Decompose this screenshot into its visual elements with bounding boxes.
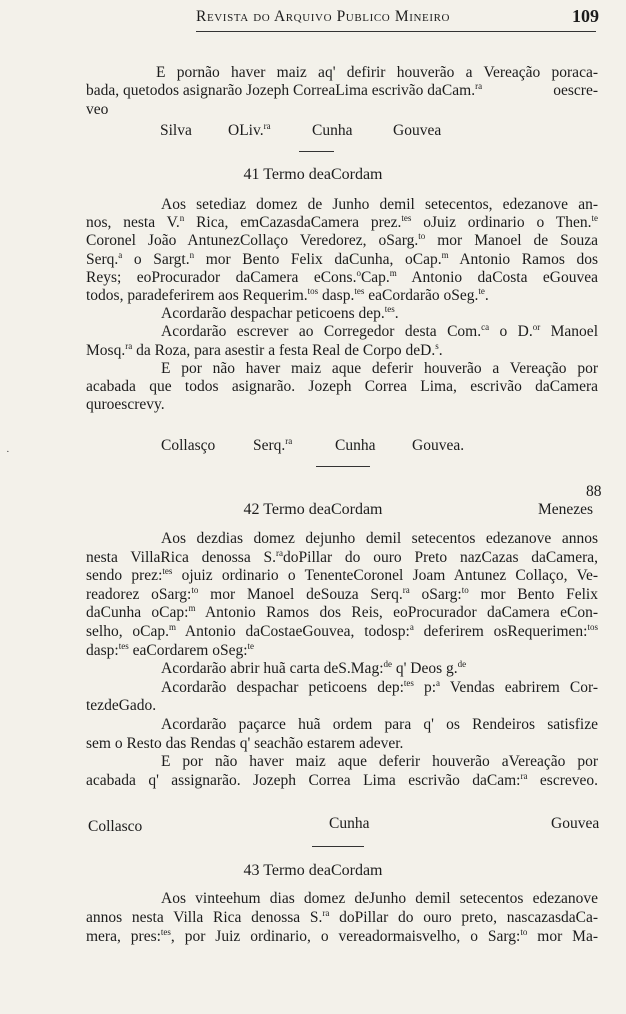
- header-rule: [196, 31, 596, 32]
- text-segment: quroescrevy.: [86, 396, 165, 414]
- superscript: o: [356, 268, 361, 278]
- text-segment: E por não haver maiz aque deferir houverão aVereação por: [161, 753, 598, 771]
- text-segment: Serq.: [86, 250, 119, 268]
- text-segment: Acordarão paçarce huã ordem para q' os Rendeiros satisfize: [161, 716, 598, 733]
- text-segment: Vendas eabrirem Cor-: [440, 678, 598, 696]
- text-segment: acabada q' assignarão. Jozeph Correa Lima escrivão daCam:: [86, 771, 521, 789]
- term-41-heading: 41 Termo deaCordam: [243, 166, 383, 183]
- signature-gouvea-41: Gouvea.: [412, 437, 465, 454]
- text-line: [86, 396, 165, 413]
- text-line: [86, 909, 598, 928]
- superscript: n: [179, 214, 185, 224]
- text-segment: , por Juiz ordinario, o vereadormaisvelho, o Sarg:: [170, 927, 521, 945]
- text-segment: doPillar do ouro Preto nazCazas daCamera,: [283, 548, 598, 566]
- text-segment: Antonio Ramos dos Reis, eoProcurador daCamera eCon-: [195, 604, 598, 622]
- signature-cunha: Cunha: [312, 122, 353, 139]
- superscript: tes: [354, 286, 365, 296]
- block1-line-3: veo: [86, 101, 109, 118]
- superscript: n: [189, 250, 195, 260]
- text-segment: todos, paradeferirem aos Requerim.: [86, 287, 308, 304]
- text-line: [86, 214, 598, 232]
- text-line: [86, 269, 598, 287]
- text-line: [86, 928, 598, 947]
- text-segment: dasp.: [318, 287, 355, 304]
- text-line: [86, 567, 598, 586]
- text-line: [86, 623, 598, 642]
- text-line: [86, 549, 598, 568]
- superscript: de: [457, 659, 467, 670]
- signature-serq: Serq.$^{ra}$: [253, 436, 293, 454]
- text-line: [161, 679, 598, 698]
- superscript: ra: [276, 548, 284, 558]
- page-header: [0, 6, 626, 30]
- superscript: a: [436, 678, 441, 688]
- text-segment: ojuiz ordinario o TenenteCoronel Joam Antunez Collaço, Ve-: [172, 567, 598, 585]
- signature-oliv: OLiv.$^{ra}$: [228, 121, 271, 139]
- text-segment: readorez oSarg:: [86, 585, 192, 603]
- text-segment: tezdeGado.: [86, 697, 157, 715]
- superscript: m: [441, 250, 449, 260]
- text-segment: Acordarão despachar peticoens dep:: [161, 678, 404, 696]
- text-segment: Acordarão abrir huã carta deS.Mag:: [161, 660, 384, 678]
- text-line: [86, 287, 489, 304]
- text-line: [161, 196, 598, 214]
- text-segment: mor Bento Felix: [468, 585, 598, 603]
- text-segment: daCunha oCap:: [86, 604, 189, 622]
- term-42-heading: 42 Termo deaCordam: [243, 501, 383, 518]
- superscript: m: [389, 268, 397, 278]
- text-segment: sem o Resto das Rendas q' seachão estarem adever.: [86, 734, 404, 752]
- text-line: [161, 360, 598, 378]
- superscript: tes: [160, 927, 171, 937]
- text-segment: deferirem osRequerimen:: [413, 623, 588, 640]
- signature-gouvea-42: Gouvea: [551, 815, 600, 832]
- text-segment: Aos vinteehum dias domez deJunho demil setecentos edezanove: [161, 890, 598, 907]
- text-segment: mor Manoel de Souza: [425, 232, 598, 250]
- signature-collasco: Collasço: [161, 437, 216, 454]
- superscript: tes: [384, 304, 395, 315]
- block1-line-1: E pornão haver maiz aq' defirir houverão a Vereação poraca-: [156, 64, 598, 81]
- text-segment: oJuiz ordinario o Then.: [411, 214, 592, 232]
- margin-speck: ·: [6, 446, 10, 458]
- text-segment: eaCordarem oSeg:: [128, 641, 248, 659]
- superscript: tes: [162, 567, 173, 577]
- superscript: ra: [520, 771, 528, 781]
- text-segment: nesta VillaRica denossa S.: [86, 548, 277, 566]
- text-segment: Antonio Ramos dos: [448, 250, 598, 268]
- text-segment: acabada que todos asignarão. Jozeph Correa Lima, escrivão daCamera: [86, 378, 598, 395]
- text-segment: Coronel João AntunezCollaço Veredorez, oSarg.: [86, 232, 419, 250]
- text-segment: Aos setediaz domez de Junho demil setecentos, edezanove an-: [161, 196, 598, 213]
- margin-number: 88: [586, 483, 602, 500]
- text-segment: eaCordarão oSeg.: [364, 287, 479, 304]
- superscript: tos: [587, 623, 598, 632]
- block1-line-2: bada, quetodos asignarão Jozeph CorreaLima escrivão daCam.$^{ra}$ oescre-: [86, 81, 598, 99]
- superscript: a: [118, 250, 123, 260]
- text-line: [86, 697, 156, 714]
- superscript: m: [188, 604, 196, 614]
- superscript: to: [520, 927, 528, 937]
- superscript: to: [461, 585, 469, 595]
- text-segment: annos nesta Villa Rica denossa S.: [86, 908, 323, 926]
- text-segment: Cap.: [360, 268, 390, 286]
- text-line: [161, 660, 466, 677]
- text-line: [86, 251, 598, 269]
- margin-name: Menezes: [538, 501, 594, 518]
- superscript: te: [478, 286, 485, 296]
- text-line: [161, 716, 598, 735]
- superscript: s: [435, 340, 439, 351]
- superscript: to: [191, 585, 199, 595]
- text-segment: E por não haver maiz aque deferir houverão a Vereação por: [161, 359, 598, 377]
- superscript: tes: [118, 640, 129, 651]
- text-line: [86, 586, 598, 605]
- text-line: [161, 753, 598, 772]
- text-segment: Acordarão despachar peticoens dep.: [161, 305, 385, 323]
- text-line: [86, 378, 598, 396]
- text-segment: oSarg:: [409, 585, 462, 603]
- text-segment: escreveo.: [527, 771, 598, 789]
- text-segment: Rica, emCazasdaCamera prez.: [184, 214, 402, 232]
- superscript: te: [591, 214, 598, 224]
- text-segment: o Sargt.: [122, 250, 190, 268]
- section-rule-2: [316, 466, 370, 467]
- signature-silva: Silva: [160, 122, 192, 139]
- superscript: tes: [403, 678, 414, 688]
- superscript: to: [418, 232, 426, 242]
- text-segment: nos, nesta V.: [86, 214, 180, 232]
- superscript: tos: [307, 286, 319, 296]
- text-line: [161, 890, 598, 909]
- superscript: ra: [125, 340, 133, 351]
- signature-cunha-41: Cunha: [335, 437, 376, 454]
- superscript: ca: [481, 323, 490, 333]
- superscript: m: [168, 623, 176, 632]
- text-segment: .: [438, 341, 443, 359]
- text-segment: Acordarão escrever ao Corregedor desta Com.: [161, 323, 482, 341]
- text-segment: mor Manoel deSouza Serq.: [198, 585, 403, 603]
- signature-collasco-42: Collasco: [88, 818, 143, 835]
- superscript: de: [383, 659, 392, 670]
- text-segment: q' Deos g.: [392, 660, 458, 678]
- text-line: [86, 735, 403, 752]
- running-title: Revista do Arquivo Publico Mineiro: [196, 8, 451, 25]
- text-segment: doPillar do ouro preto, nascazasdaCa-: [329, 908, 598, 926]
- text-segment: .: [394, 305, 399, 323]
- text-line: [86, 604, 598, 623]
- text-segment: Antonio daCostaeGouvea, todosp:: [176, 623, 410, 640]
- superscript: or: [532, 323, 541, 333]
- superscript: ra: [402, 585, 410, 595]
- text-segment: mor Bento Felix daCunha, oCap.: [194, 250, 442, 268]
- page-number: 109: [572, 6, 599, 26]
- section-rule-3: [312, 846, 364, 847]
- superscript: tes: [401, 214, 412, 224]
- text-segment: dasp:: [86, 641, 119, 659]
- text-line: [86, 642, 254, 659]
- text-segment: da Roza, para asestir a festa Real de Corpo deD.: [132, 341, 436, 359]
- section-rule: [299, 151, 334, 152]
- text-segment: selho, oCap.: [86, 623, 169, 640]
- text-segment: mor Ma-: [527, 927, 598, 945]
- text-line: [161, 530, 598, 549]
- signature-gouvea: Gouvea: [393, 122, 442, 139]
- text-segment: p:: [413, 678, 437, 696]
- text-segment: Manoel: [540, 323, 598, 341]
- text-line: [86, 342, 443, 359]
- superscript: te: [247, 640, 255, 651]
- text-line: [86, 232, 598, 250]
- term-43-heading: 43 Termo deaCordam: [243, 862, 383, 879]
- text-segment: Reys; eoProcurador daCamera eCons.: [86, 268, 357, 286]
- signature-cunha-42: Cunha: [329, 815, 370, 832]
- text-segment: o D.: [489, 323, 533, 341]
- text-segment: .: [484, 287, 489, 304]
- text-line: [161, 323, 598, 341]
- text-segment: sendo prez:: [86, 567, 163, 585]
- text-segment: Antonio daCosta eGouvea: [396, 268, 598, 286]
- text-segment: Aos dezdias domez dejunho demil setecentos edezanove annos: [161, 530, 598, 547]
- text-segment: Mosq.: [86, 341, 126, 359]
- text-segment: mera, pres:: [86, 927, 161, 945]
- text-line: [161, 305, 399, 322]
- text-line: [86, 772, 598, 791]
- superscript: a: [409, 623, 414, 632]
- superscript: ra: [322, 908, 330, 918]
